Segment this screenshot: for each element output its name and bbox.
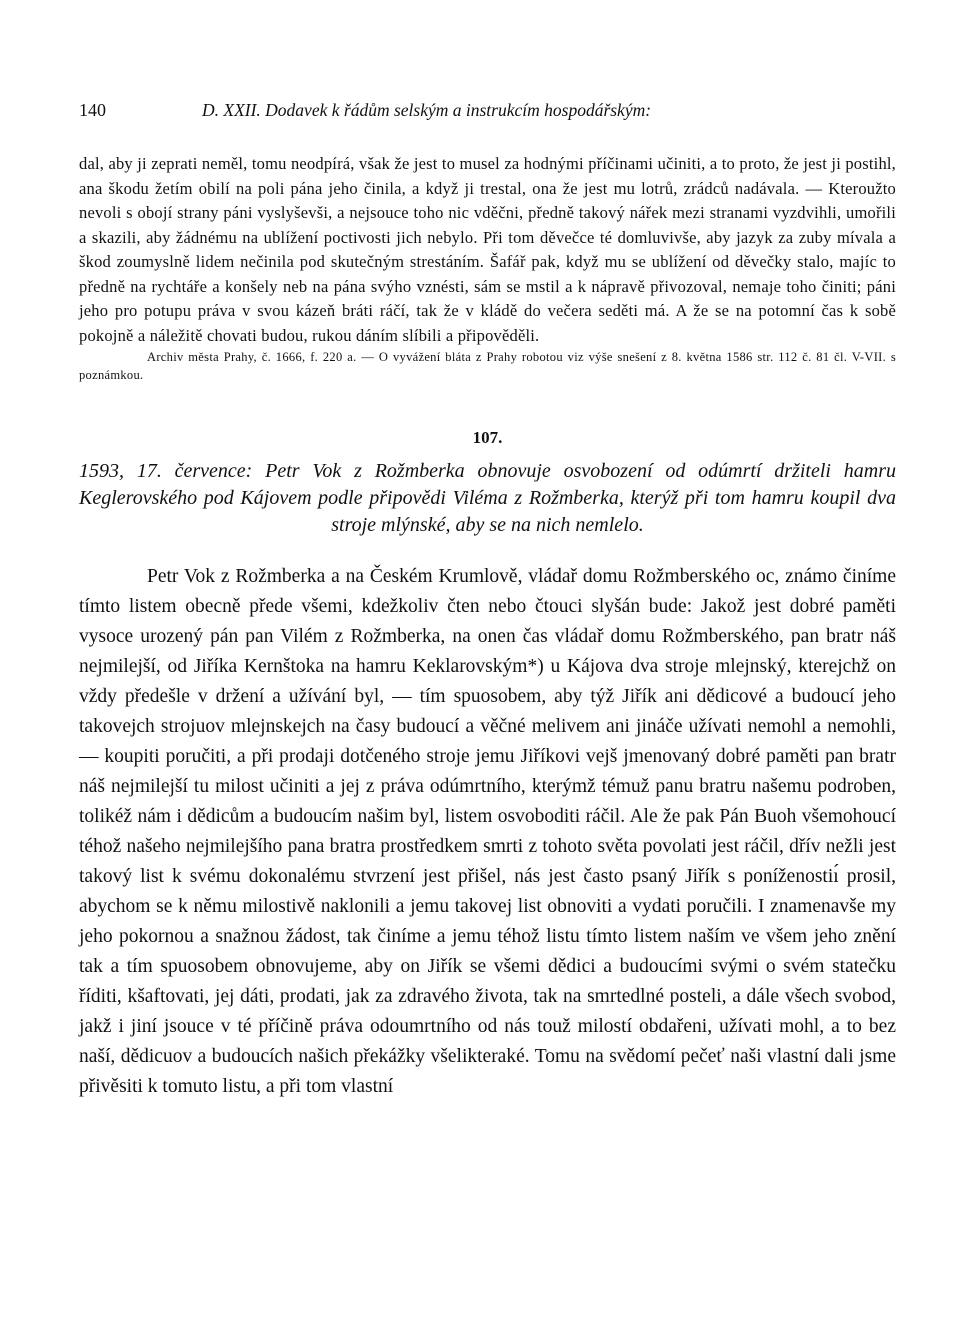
- archive-note: Archiv města Prahy, č. 1666, f. 220 a. — O vyvážení bláta z Prahy robotou viz výše snešení z 8. května 1586 str. 112 č. 81 čl. V-VII. s poznámkou.: [79, 350, 896, 382]
- document-regest: 1593, 17. července: Petr Vok z Rožmberka obnovuje osvobození od odúmrtí držiteli hamru Keglerovského pod Kájovem podle připovědi Viléma z Rožmberka, kterýž při tom hamru koupil dva stroje mlýnské, aby se na nich nemlelo.: [79, 460, 896, 536]
- document-number: 107.: [472, 428, 503, 447]
- page: [79, 100, 896, 1102]
- running-head: [79, 100, 896, 128]
- preceding-document-text: [79, 152, 896, 384]
- preceding-paragraph: dal, aby ji zeprati neměl, tomu neodpírá, však že jest to musel za hodnými příčinami učiniti, a to proto, že jest ji postihl, ana škodu žetím obilí na poli pána jeho činila, a když ji trestal, ona že jest mu lotrů, zrádců nadávala. — Kteroužto nevoli s obojí strany páni vyslyševši, a nejsouce toho nic vděčni, předně takový nářek mezi stranami vyzdvihli, umořili a skazili, aby žádnému na ublížení poctivosti jich nebylo. Při tom děvečce té domluvivše, aby jazyk za zuby mívala a škod zoumyslně lidem nečinila pod skutečným strestáním. Šafář pak, když mu se ublížení od děvečky stalo, majíc to předně na rychtáře a konšely neb na pána svýho vznésti, sám se mstil a k nápravě přivozoval, nemaje toho činiti; páni jeho pro potupu práva v svou kázeň bráti ráčí, tak že v kládě do večera seděti má. A že se na potomní čas k sobě pokojně a náležitě chovati budou, rukou dáním slíbili a připověděli.: [79, 154, 896, 345]
- page-number: 140: [79, 100, 106, 120]
- running-title: D. XXII. Dodavek k řádům selským a instrukcím hospodářským:: [202, 100, 652, 120]
- body-paragraph: Petr Vok z Rožmberka a na Českém Krumlově, vládař domu Rožmberského oc, známo činíme tímto listem obecně přede všemi, kdežkoliv čten nebo čtouci slyšán bude: Jakož jest dobré paměti vysoce urozený pán pan Vilém z Rožmberka, na onen čas vládař domu Rožmberského, pan bratr náš nejmilejší, od Jiříka Kernštoka na hamru Keklarovským*) u Kájova dva stroje mlejnský, kterejchž on vždy předešle v držení a užívání byl, — tím spuosobem, aby týž Jiřík ani dědicové a budoucí jeho takovejch strojuov mlejnskejch na časy budoucí a věčné melivem ani jináče užívati nemohl a nemohli, — koupiti poručiti, a při prodaji dotčeného stroje jemu Jiříkovi vejš jmenovaný dobré paměti pan bratr náš nejmilejší tu milost učiniti a jej z práva odúmrtního, kterýmž témuž panu bratru našemu podroben, tolikéž nám i dědicům a budoucím našim byl, listem osvoboditi ráčil. Ale že pak Pán Buoh všemohoucí téhož našeho nejmilejšího pana bratra prostředkem smrti z tohoto světa povolati jest ráčil, dřív nežli jest takový list k svému dokonalému stvrzení jest přišel, nás jest často psaný Jiřík s poníženostiı́ prosil, abychom se k němu milostivě naklonili a jemu takovej list obnoviti a vydati poručili. I znamenavše my jeho pokornou a snažnou žádost, tak činíme a jemu téhož listu tímto listem naším ve všem jeho znění tak a tím spuosobem obnovujeme, aby on Jiřík se všemi dědici a budoucími svými o svém statečku říditi, kšaftovati, jej dáti, prodati, jak za zdravého života, tak na smrtedlné posteli, a dále všech svobod, jakž i jiní jsouce v té příčině práva odoumrtního od nás touž milostí obdařeni, užívati mohl, a to bez naší, dědicuov a budoucích našich překážky všelikteraké. Tomu na svědomí pečeť naši vlastní dali jsme přivěsiti k tomuto listu, a při tom vlastní: [79, 566, 896, 1097]
- document-body: [79, 562, 896, 1102]
